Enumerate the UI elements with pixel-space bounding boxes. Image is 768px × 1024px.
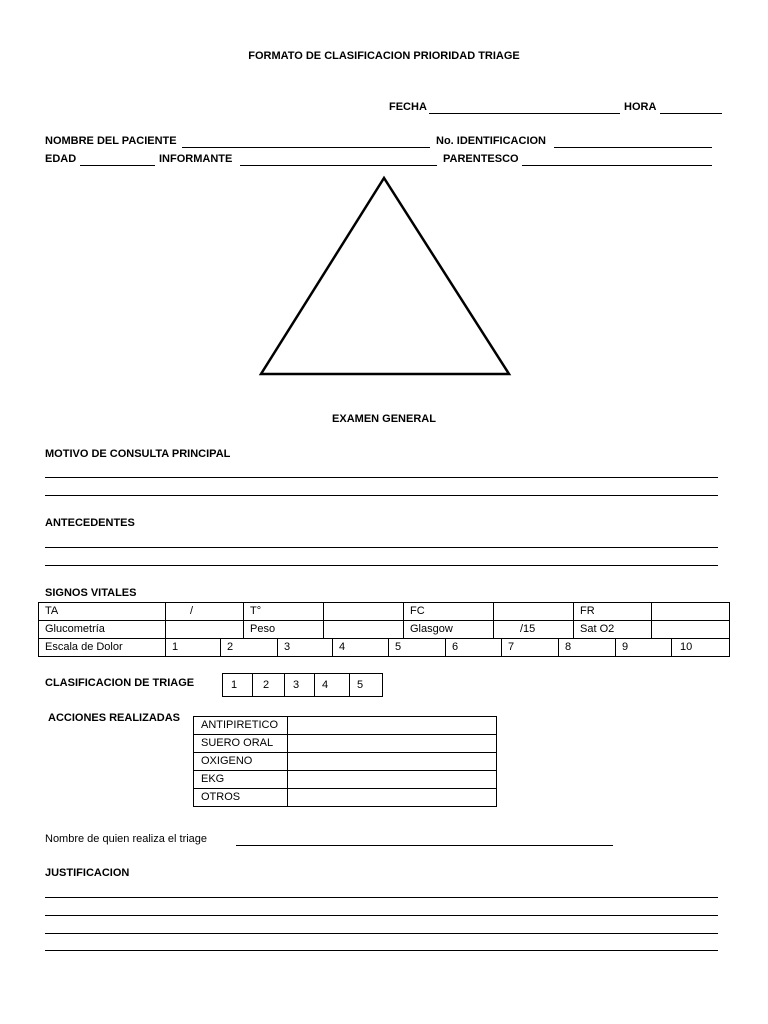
motivo-consulta-line — [45, 477, 718, 478]
nombre-paciente-blank — [182, 147, 430, 148]
accion-value-cell — [288, 771, 496, 788]
accion-row — [193, 788, 497, 807]
fr-value-cell — [652, 603, 729, 620]
informante-blank — [240, 165, 437, 166]
examen-general-title: EXAMEN GENERAL — [332, 413, 436, 425]
escala-dolor-option: 10 — [680, 641, 693, 653]
glucometria-value-cell — [166, 621, 244, 638]
nombre-paciente-label: NOMBRE DEL PACIENTE — [45, 135, 177, 147]
acciones-realizadas-label: ACCIONES REALIZADAS — [48, 712, 181, 724]
responsable-blank — [236, 845, 613, 846]
identificacion-blank — [554, 147, 712, 148]
motivo-consulta-label: MOTIVO DE CONSULTA PRINCIPAL — [45, 448, 231, 460]
clasificacion-triage-boxes — [222, 673, 383, 697]
fr-label: FR — [574, 603, 652, 620]
accion-value-cell — [288, 753, 496, 770]
fecha-label: FECHA — [389, 101, 427, 113]
hora-blank — [660, 113, 722, 114]
escala-dolor-option: 3 — [278, 639, 333, 656]
accion-label: EKG — [194, 771, 288, 788]
accion-value-cell — [288, 735, 496, 752]
ta-value-cell: / — [166, 603, 244, 620]
triage-level-box: 3 — [285, 674, 315, 696]
responsable-label: Nombre de quien realiza el triage — [45, 833, 208, 845]
fecha-blank — [429, 113, 620, 114]
temperatura-value-cell — [324, 603, 404, 620]
motivo-consulta-line — [45, 495, 718, 496]
accion-label: OXIGENO — [194, 753, 288, 770]
triage-level-box: 1 — [223, 674, 253, 696]
accion-label: SUERO ORAL — [194, 735, 288, 752]
justificacion-line — [45, 897, 718, 898]
antecedentes-label: ANTECEDENTES — [45, 517, 135, 529]
glasgow-label: Glasgow — [404, 621, 494, 638]
escala-dolor-row — [38, 638, 730, 657]
identificacion-label: No. IDENTIFICACION — [436, 135, 546, 147]
triage-level-box: 2 — [253, 674, 285, 696]
accion-row — [193, 752, 497, 771]
sat-o2-label: Sat O2 — [574, 621, 652, 638]
escala-dolor-option: 9 — [616, 639, 672, 656]
glucometria-label: Glucometría — [39, 621, 166, 638]
triage-level-box: 4 — [315, 674, 350, 696]
antecedentes-line — [45, 565, 718, 566]
escala-dolor-option: 4 — [333, 639, 389, 656]
justificacion-line — [45, 950, 718, 951]
escala-dolor-option: 7 — [502, 639, 559, 656]
accion-row — [193, 770, 497, 789]
form-title: FORMATO DE CLASIFICACION PRIORIDAD TRIAGE — [248, 50, 520, 62]
edad-blank — [80, 165, 155, 166]
peso-value-cell — [324, 621, 404, 638]
ta-label: TA — [39, 603, 166, 620]
parentesco-blank — [522, 165, 712, 166]
escala-dolor-label: Escala de Dolor — [39, 639, 166, 656]
signos-vitales-label: SIGNOS VITALES — [45, 587, 137, 599]
fc-value-cell — [494, 603, 574, 620]
temperatura-label: T° — [244, 603, 324, 620]
glasgow-value-cell: /15 — [494, 621, 574, 638]
escala-dolor-option: 2 — [221, 639, 278, 656]
justificacion-line — [45, 915, 718, 916]
parentesco-label: PARENTESCO — [443, 153, 519, 165]
signos-vitales-row-1 — [38, 602, 730, 621]
accion-value-cell — [288, 717, 496, 734]
accion-label: ANTIPIRETICO — [194, 717, 288, 734]
accion-row — [193, 734, 497, 753]
accion-value-cell — [288, 789, 496, 806]
fc-label: FC — [404, 603, 494, 620]
edad-label: EDAD — [45, 153, 77, 165]
accion-label: OTROS — [194, 789, 288, 806]
signos-vitales-row-2 — [38, 620, 730, 639]
escala-dolor-option: 5 — [389, 639, 446, 656]
informante-label: INFORMANTE — [159, 153, 233, 165]
triage-triangle — [255, 172, 515, 380]
antecedentes-line — [45, 547, 718, 548]
escala-dolor-option: 8 — [559, 639, 616, 656]
triage-level-box: 5 — [357, 679, 364, 691]
peso-label: Peso — [244, 621, 324, 638]
justificacion-label: JUSTIFICACION — [45, 867, 130, 879]
escala-dolor-option: 1 — [166, 639, 221, 656]
justificacion-line — [45, 933, 718, 934]
escala-dolor-option: 6 — [446, 639, 502, 656]
hora-label: HORA — [624, 101, 657, 113]
accion-row — [193, 716, 497, 735]
sat-o2-value-cell — [652, 621, 729, 638]
clasificacion-triage-label: CLASIFICACION DE TRIAGE — [45, 677, 195, 689]
